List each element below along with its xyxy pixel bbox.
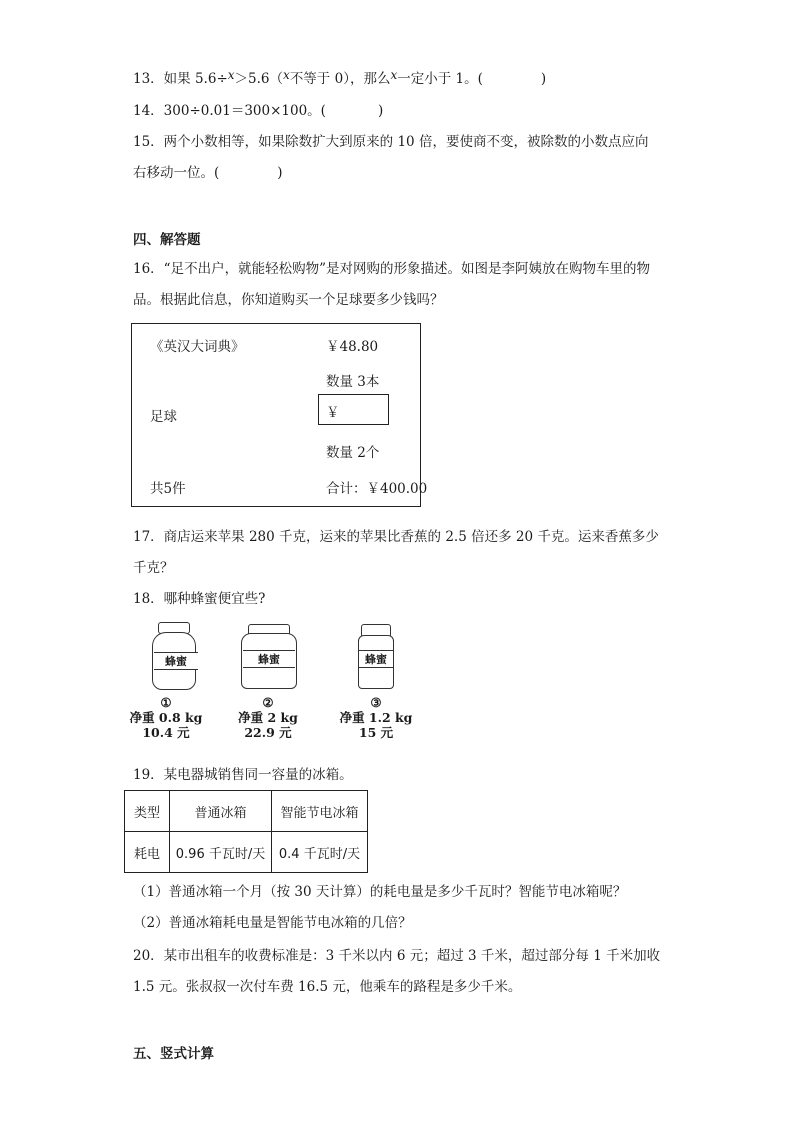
jar-1-weight: 净重 0.8 kg: [129, 710, 203, 725]
table-cell: 耗电: [125, 832, 170, 873]
question-19-sub2: （2）普通冰箱耗电量是智能节电冰箱的几倍？: [133, 915, 412, 931]
q13-paren-close: ): [540, 71, 547, 87]
q13-mid: ＞5.6（: [234, 71, 284, 87]
question-13: [133, 67, 546, 87]
question-15-line1: 15．两个小数相等，如果除数扩大到原来的 10 倍，要使商不变，被除数的小数点应向: [133, 134, 649, 150]
q13-mid2: 不等于 0），那么: [289, 71, 391, 87]
jar-1-caption: [126, 695, 206, 740]
table-header-cell: 类型: [125, 791, 170, 832]
cart-ball-qty: 数量 2个: [326, 445, 380, 461]
table-header-cell: 普通冰箱: [170, 791, 272, 832]
question-18: 18．哪种蜂蜜便宜些?: [133, 591, 266, 607]
fridge-table: [124, 790, 368, 873]
q15-line2-text: 右移动一位。(: [133, 165, 220, 181]
question-20-line2: 1.5 元。张叔叔一次付车费 16.5 元，他乘车的路程是多少千米。: [133, 979, 522, 995]
question-14: [133, 99, 383, 119]
question-20-line1: 20．某市出租车的收费标准是：3 千米以内 6 元；超过 3 千米，超过部分每 1 千米加收: [133, 948, 661, 964]
jar-3-price: 15 元: [358, 725, 394, 740]
table-cell: 0.96 千瓦时/天: [170, 832, 272, 873]
q13-var-x: x: [390, 68, 398, 82]
cart-ball-name: 足球: [150, 409, 177, 425]
cart-book-price: ￥48.80: [326, 339, 379, 355]
q14-text: 14．300÷0.01＝300×100。(: [133, 103, 326, 119]
jar-2-number: ②: [262, 695, 274, 710]
table-cell: 0.4 千瓦时/天: [272, 832, 368, 873]
jar-3-weight: 净重 1.2 kg: [339, 710, 413, 725]
question-17-line2: 千克？: [133, 560, 174, 576]
jar-1-price: 10.4 元: [142, 725, 190, 740]
question-16-line1: 16．“足不出户，就能轻松购物”是对网购的形象描述。如图是李阿姨放在购物车里的物: [133, 261, 650, 277]
cart-book-name: 《英汉大词典》: [150, 339, 245, 355]
jar-2-weight: 净重 2 kg: [238, 710, 298, 725]
jar-1-label: 蜂蜜: [154, 652, 198, 670]
jar-2-caption: [228, 695, 308, 740]
jar-3-caption: [334, 695, 418, 740]
section-5-title: 五、竖式计算: [133, 1046, 214, 1062]
question-15-line2: [133, 161, 283, 181]
cart-ball-price: ￥: [326, 405, 340, 421]
q14-paren-close: ): [377, 103, 384, 119]
cart-total: 合计：￥400.00: [326, 481, 428, 497]
section-4-title: 四、解答题: [133, 232, 201, 248]
question-19-sub1: （1）普通冰箱一个月（按 30 天计算）的耗电量是多少千瓦时？智能节电冰箱呢？: [133, 884, 627, 900]
q13-var-x: x: [283, 68, 290, 82]
honey-jar-1-image: [148, 622, 200, 692]
jar-3-number: ③: [370, 695, 382, 710]
question-16-line2: 品。根据此信息，你知道购买一个足球要多少钱吗？: [133, 292, 444, 308]
q13-suffix: 一定小于 1。(: [397, 71, 483, 87]
honey-jar-3-image: [356, 624, 396, 690]
table-row: [125, 832, 368, 873]
jar-2-label: 蜂蜜: [243, 650, 295, 668]
question-17-line1: 17．商店运来苹果 280 千克，运来的苹果比香蕉的 2.5 倍还多 20 千克。运来香蕉多少: [133, 529, 659, 545]
q13-var-x: x: [227, 68, 235, 82]
jar-2-price: 22.9 元: [244, 725, 292, 740]
table-header-row: [125, 791, 368, 832]
jar-1-number: ①: [160, 695, 172, 710]
honey-jar-2-image: [240, 624, 298, 690]
cart-total-items: 共5件: [150, 481, 186, 497]
q15-paren-close: ): [277, 165, 283, 181]
q13-prefix: 13．如果 5.6÷: [133, 71, 228, 87]
question-19: 19．某电器城销售同一容量的冰箱。: [133, 767, 353, 783]
table-header-cell: 智能节电冰箱: [272, 791, 368, 832]
cart-book-qty: 数量 3本: [326, 374, 380, 390]
jar-3-label: 蜂蜜: [359, 650, 393, 668]
